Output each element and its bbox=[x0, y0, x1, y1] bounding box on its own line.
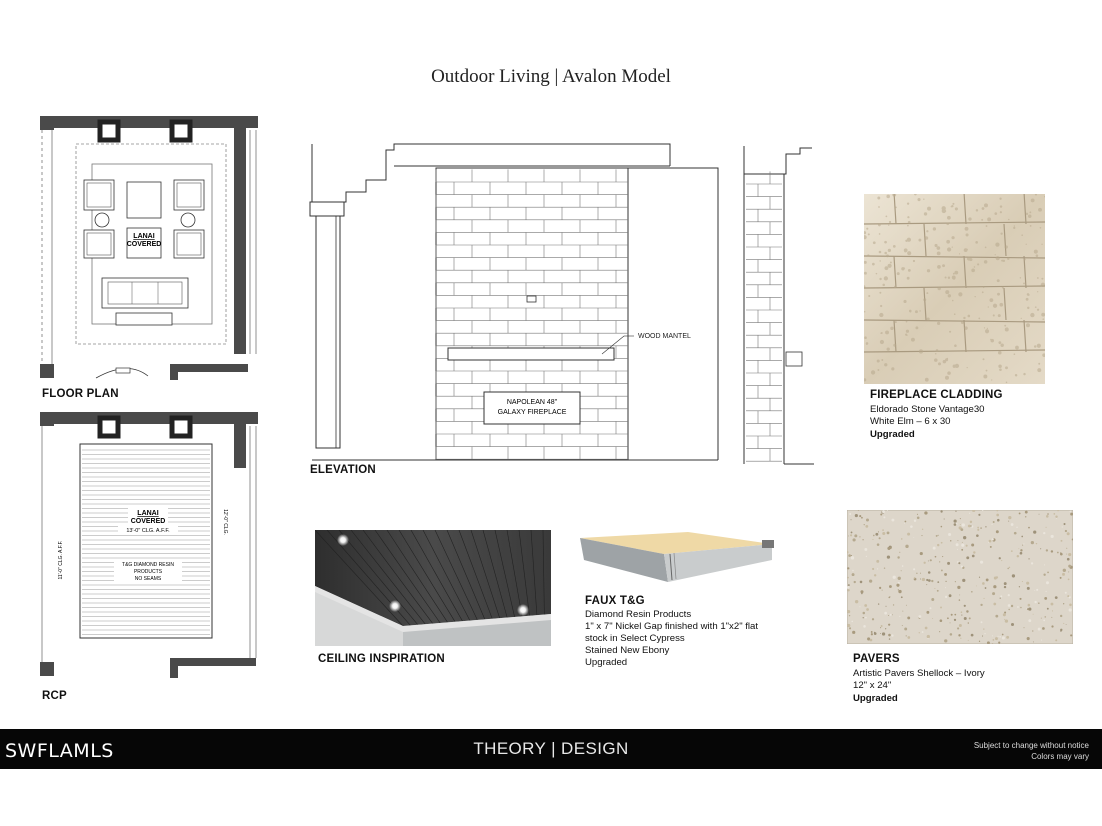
faux-tg-line-3: stock in Select Cypress bbox=[585, 633, 685, 644]
fireplace-cladding-line-1: Eldorado Stone Vantage30 bbox=[870, 404, 985, 415]
page-title: Outdoor Living | Avalon Model bbox=[431, 66, 671, 87]
footer-bar bbox=[0, 729, 1102, 769]
rcp-ceiling-note-3: NO SEAMS bbox=[134, 576, 162, 582]
rcp-caption: RCP bbox=[42, 690, 67, 702]
rcp-ceiling-note-1: T&G DIAMOND RESIN bbox=[122, 562, 174, 568]
rcp-right-dimension: 12'-0" CLG. bbox=[222, 509, 228, 535]
footer-brand: THEORY | DESIGN bbox=[473, 739, 629, 758]
rcp-left-dimension: 11'-0" CLG. A.F.F. bbox=[58, 540, 64, 580]
ceiling-inspiration-caption: CEILING INSPIRATION bbox=[318, 653, 445, 665]
fireplace-cladding-spec bbox=[870, 389, 1003, 441]
rcp-room-label: LANAI bbox=[137, 510, 159, 517]
footer-disclaimer bbox=[974, 740, 1089, 762]
faux-tg-line-2: 1" x 7" Nickel Gap finished with 1"x2" flat bbox=[585, 621, 759, 632]
footer-note-1: Subject to change without notice bbox=[973, 741, 1089, 750]
elevation-drawing bbox=[306, 140, 818, 466]
fireplace-cladding-title: FIREPLACE CLADDING bbox=[870, 389, 1003, 401]
fireplace-label-1: NAPOLEAN 48" bbox=[506, 399, 558, 406]
pavers-line-1: Artistic Pavers Shellock – Ivory bbox=[853, 668, 985, 679]
faux-tg-spec bbox=[585, 595, 758, 669]
faux-tg-line-1: Diamond Resin Products bbox=[585, 609, 692, 620]
floor-plan-room-label-2: COVERED bbox=[126, 241, 162, 248]
faux-tg-board-image bbox=[576, 530, 774, 586]
rcp-ceiling-note-2: PRODUCTS bbox=[133, 569, 163, 575]
floor-plan-drawing bbox=[38, 114, 262, 384]
rcp-room-label-2: COVERED bbox=[130, 518, 166, 525]
faux-tg-line-5: Upgraded bbox=[585, 657, 628, 668]
rcp-drawing bbox=[38, 410, 264, 682]
pavers-title: PAVERS bbox=[853, 653, 900, 665]
floor-plan-caption: FLOOR PLAN bbox=[42, 388, 119, 400]
rcp-ceiling-height: 13'-0" CLG. A.F.F. bbox=[126, 528, 170, 534]
ceiling-inspiration-photo bbox=[315, 530, 551, 646]
footer-note-2: Colors may vary bbox=[1031, 752, 1089, 761]
floor-plan-room-label: LANAI bbox=[133, 233, 155, 240]
fireplace-cladding-status: Upgraded bbox=[870, 429, 915, 440]
pavers-status: Upgraded bbox=[853, 693, 898, 704]
pavers-line-2: 12" x 24" bbox=[853, 680, 892, 691]
pavers-swatch bbox=[847, 510, 1073, 644]
pavers-spec bbox=[853, 653, 985, 705]
faux-tg-title: FAUX T&G bbox=[585, 595, 645, 607]
mls-watermark: SWFLAMLS bbox=[5, 740, 114, 762]
mantel-label: WOOD MANTEL bbox=[638, 333, 691, 340]
fireplace-cladding-line-2: White Elm – 6 x 30 bbox=[870, 416, 951, 427]
fireplace-cladding-swatch bbox=[864, 194, 1045, 384]
fireplace-label-2: GALAXY FIREPLACE bbox=[497, 409, 567, 416]
faux-tg-line-4: Stained New Ebony bbox=[585, 645, 670, 656]
elevation-caption: ELEVATION bbox=[310, 464, 376, 476]
